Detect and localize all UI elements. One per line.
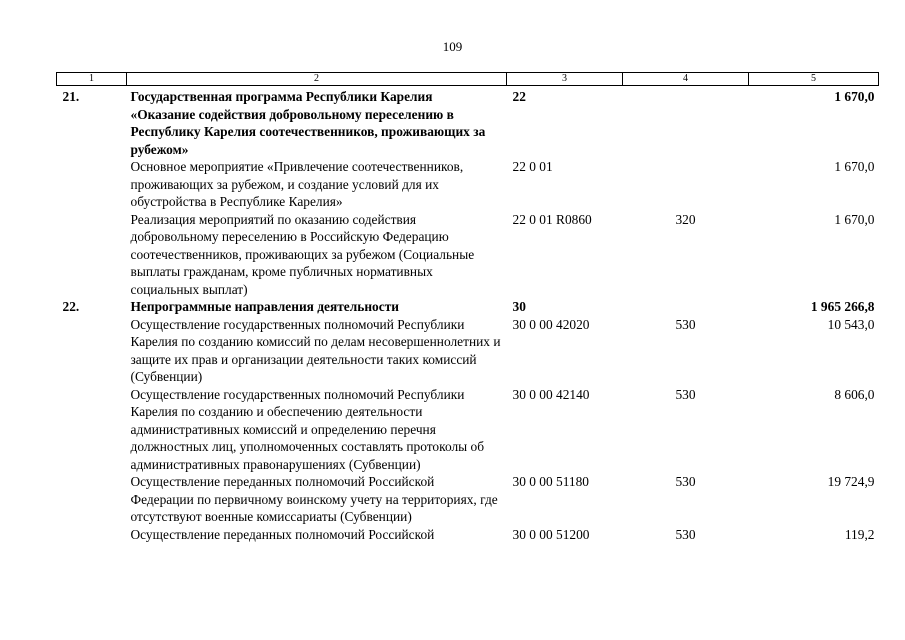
row-description: Основное мероприятие «Привлечение соотечественников, проживающих за рубежом, и создание условий для их обустройства в Республике Карелия» — [130, 159, 464, 209]
row-number — [57, 158, 127, 211]
row-amount: 119,2 — [844, 526, 875, 542]
row-number — [57, 386, 127, 474]
row-amount: 10 543,0 — [827, 316, 875, 332]
row-description: Реализация мероприятий по оказанию содействия добровольному переселению в Российскую Федерацию соотечественников, проживающих за рубежом (Социальные выплаты гражданам, кроме публичных нормативных социальных выплат) — [130, 211, 475, 297]
table-row — [57, 473, 879, 526]
row-description: Осуществление переданных полномочий Российской Федерации по первичному воинскому учету на территориях, где отсутствуют военные комиссариаты (Субвенции) — [130, 474, 498, 524]
table-row — [57, 386, 879, 474]
row-amount: 1 670,0 — [834, 89, 875, 104]
row-expense-type: 320 — [675, 211, 696, 227]
row-amount: 1 670,0 — [834, 211, 875, 227]
row-description: Осуществление государственных полномочий Республики Карелия по созданию комиссий по делам несовершеннолетних и защите их прав и организации деятельности таких комиссий (Субвенции) — [130, 316, 501, 384]
row-expense-type: 530 — [675, 316, 696, 332]
table-row — [57, 298, 879, 316]
row-code: 30 0 00 42140 — [512, 386, 590, 402]
budget-table — [56, 72, 879, 543]
row-description: Непрограммные направления деятельности — [130, 299, 399, 314]
row-number — [57, 316, 127, 386]
table-row — [57, 526, 879, 544]
table-body — [57, 86, 879, 544]
row-expense-type — [623, 86, 749, 159]
row-number: 22. — [62, 299, 80, 314]
row-expense-type: 530 — [675, 386, 696, 402]
row-number — [57, 526, 127, 544]
page-number: 109 — [442, 39, 463, 54]
row-code: 30 0 00 51180 — [512, 474, 589, 489]
row-expense-type — [623, 158, 749, 211]
row-amount: 1 965 266,8 — [810, 299, 875, 314]
row-number — [57, 211, 127, 299]
row-code: 30 0 00 51200 — [512, 526, 590, 542]
row-amount: 1 670,0 — [834, 159, 875, 174]
row-code: 30 0 00 42020 — [512, 316, 590, 332]
row-description: Осуществление переданных полномочий Российской — [130, 526, 435, 542]
row-description: Государственная программа Республики Карелия «Оказание содействия добровольному переселению в Республику Карелия соотечественников, проживающих за рубежом» — [130, 89, 486, 157]
row-code: 30 — [512, 299, 526, 314]
row-code: 22 0 01 R0860 — [512, 211, 592, 227]
row-number — [57, 473, 127, 526]
table-row — [57, 316, 879, 386]
row-amount: 19 724,9 — [827, 474, 875, 489]
table-header — [57, 73, 879, 86]
table-row — [57, 86, 879, 159]
row-code: 22 — [512, 89, 526, 104]
row-description: Осуществление государственных полномочий Республики Карелия по созданию и обеспечению деятельности административных комиссий и определению перечня должностных лиц, уполномоченных составлять протоколы об административных правонарушениях (Субвенции) — [130, 386, 485, 472]
header-col-5: 5 — [749, 73, 879, 86]
header-col-4: 4 — [623, 73, 749, 86]
header-col-1: 1 — [57, 73, 127, 86]
header-col-3: 3 — [507, 73, 623, 86]
row-expense-type: 530 — [675, 526, 696, 542]
row-amount: 8 606,0 — [834, 386, 875, 402]
table-row — [57, 211, 879, 299]
row-expense-type — [623, 298, 749, 316]
row-number: 21. — [62, 89, 80, 104]
header-col-2: 2 — [127, 73, 507, 86]
row-code: 22 0 01 — [512, 159, 553, 174]
table-row — [57, 158, 879, 211]
row-expense-type: 530 — [675, 474, 696, 489]
